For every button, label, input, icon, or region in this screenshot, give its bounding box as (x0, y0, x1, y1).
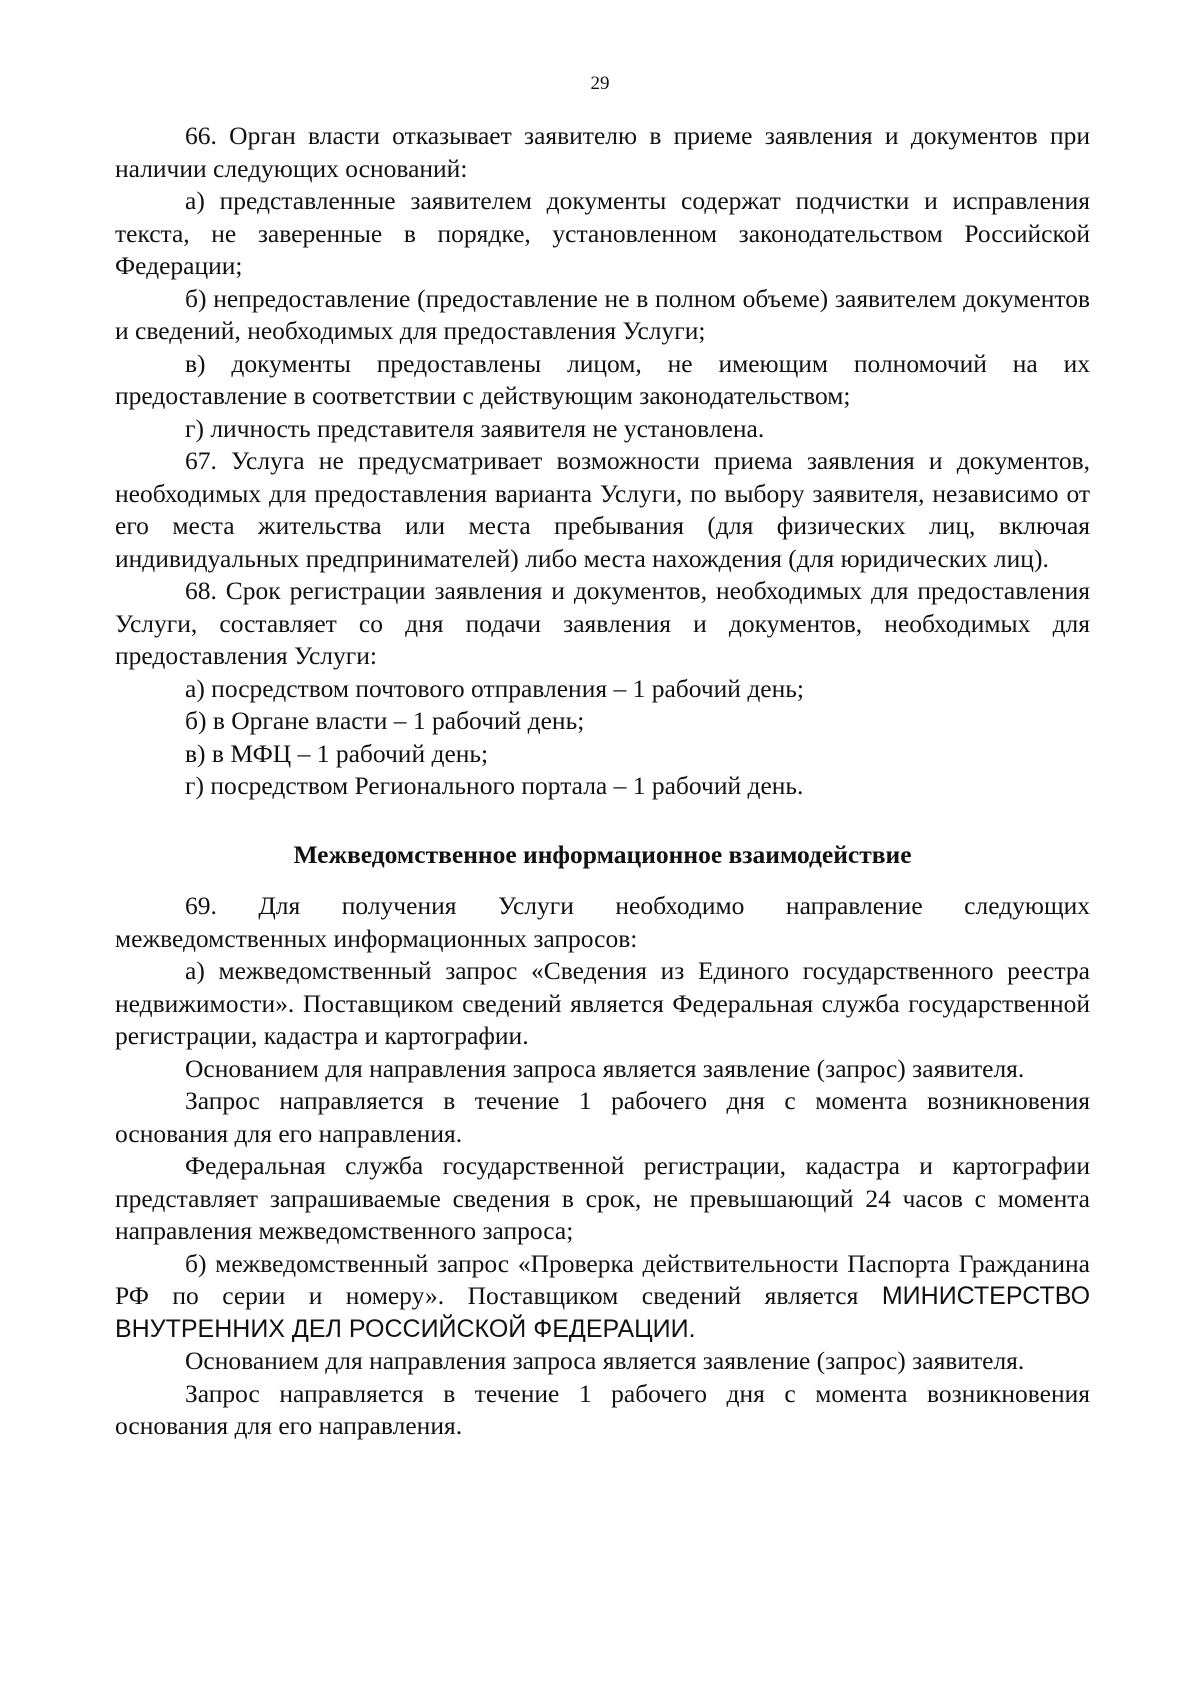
paragraph-68-item-a: а) посредством почтового отправления – 1 рабочий день; (185, 673, 804, 703)
paragraph-69-item-b-text: б) межведомственный запрос «Проверка действительности Паспорта Гражданина РФ по серии и номеру». Поставщиком сведений является (115, 1248, 1090, 1310)
paragraph-68-item-c: в) в МФЦ – 1 рабочий день; (185, 738, 489, 768)
paragraph-69-item-a: а) межведомственный запрос «Сведения из Единого государственного реестра недвижимости». Поставщиком сведений является Федеральная служба государственной регистрации, кадастра и картографии. (115, 956, 1090, 1050)
section-heading: Межведомственное информационное взаимодействие (293, 839, 912, 869)
paragraph-69-basis-2: Основанием для направления запроса является заявление (запрос) заявителя. (185, 1346, 1025, 1375)
paragraph-69-timing-2: Запрос направляется в течение 1 рабочего дня с момента возникновения основания для его направления. (115, 1378, 1090, 1440)
paragraph-69-timing-1: Запрос направляется в течение 1 рабочего дня с момента возникновения основания для его направления. (115, 1086, 1090, 1148)
paragraph-68: 68. Срок регистрации заявления и документов, необходимых для предоставления Услуги, составляет со дня подачи заявления и документов, необходимых для предоставления Услуги: (115, 576, 1090, 670)
paragraph-69-item-b (115, 1248, 1090, 1346)
paragraph-66-item-c: в) документы предоставлены лицом, не имеющим полномочий на их предоставление в соответствии с действующим законодательством; (115, 348, 1090, 410)
paragraph-69: 69. Для получения Услуги необходимо направление следующих межведомственных информационных запросов: (115, 891, 1090, 953)
paragraph-66-item-a: а) представленные заявителем документы содержат подчистки и исправления текста, не заверенные в порядке, установленном законодательством Российской Федерации; (115, 186, 1090, 280)
paragraph-66-item-b: б) непредоставление (предоставление не в полном объеме) заявителем документов и сведений, необходимых для предоставления Услуги; (115, 283, 1090, 345)
page-number: 29 (590, 73, 610, 94)
paragraph-66-item-d: г) личность представителя заявителя не установлена. (185, 413, 765, 443)
document-body (115, 120, 1090, 1443)
paragraph-66: 66. Орган власти отказывает заявителю в приеме заявления и документов при наличии следующих оснований: (115, 121, 1090, 183)
paragraph-68-item-b: б) в Органе власти – 1 рабочий день; (185, 706, 585, 735)
ministry-name: МИНИСТЕРСТВО ВНУТРЕННИХ ДЕЛ РОССИЙСКОЙ ФЕДЕРАЦИИ. (115, 1282, 1091, 1343)
paragraph-69-response: Федеральная служба государственной регистрации, кадастра и картографии представляет запрашиваемые сведения в срок, не превышающий 24 часов с момента направления межведомственного запроса; (115, 1151, 1090, 1245)
paragraph-69-basis-1: Основанием для направления запроса является заявление (запрос) заявителя. (185, 1053, 1025, 1083)
paragraph-67: 67. Услуга не предусматривает возможности приема заявления и документов, необходимых для предоставления варианта Услуги, по выбору заявителя, независимо от его места жительства или места пребывания (для физических лиц, включая индивидуальных предпринимателей) либо места нахождения (для юридических лиц). (115, 446, 1090, 573)
paragraph-68-item-d: г) посредством Регионального портала – 1 рабочий день. (185, 771, 804, 800)
